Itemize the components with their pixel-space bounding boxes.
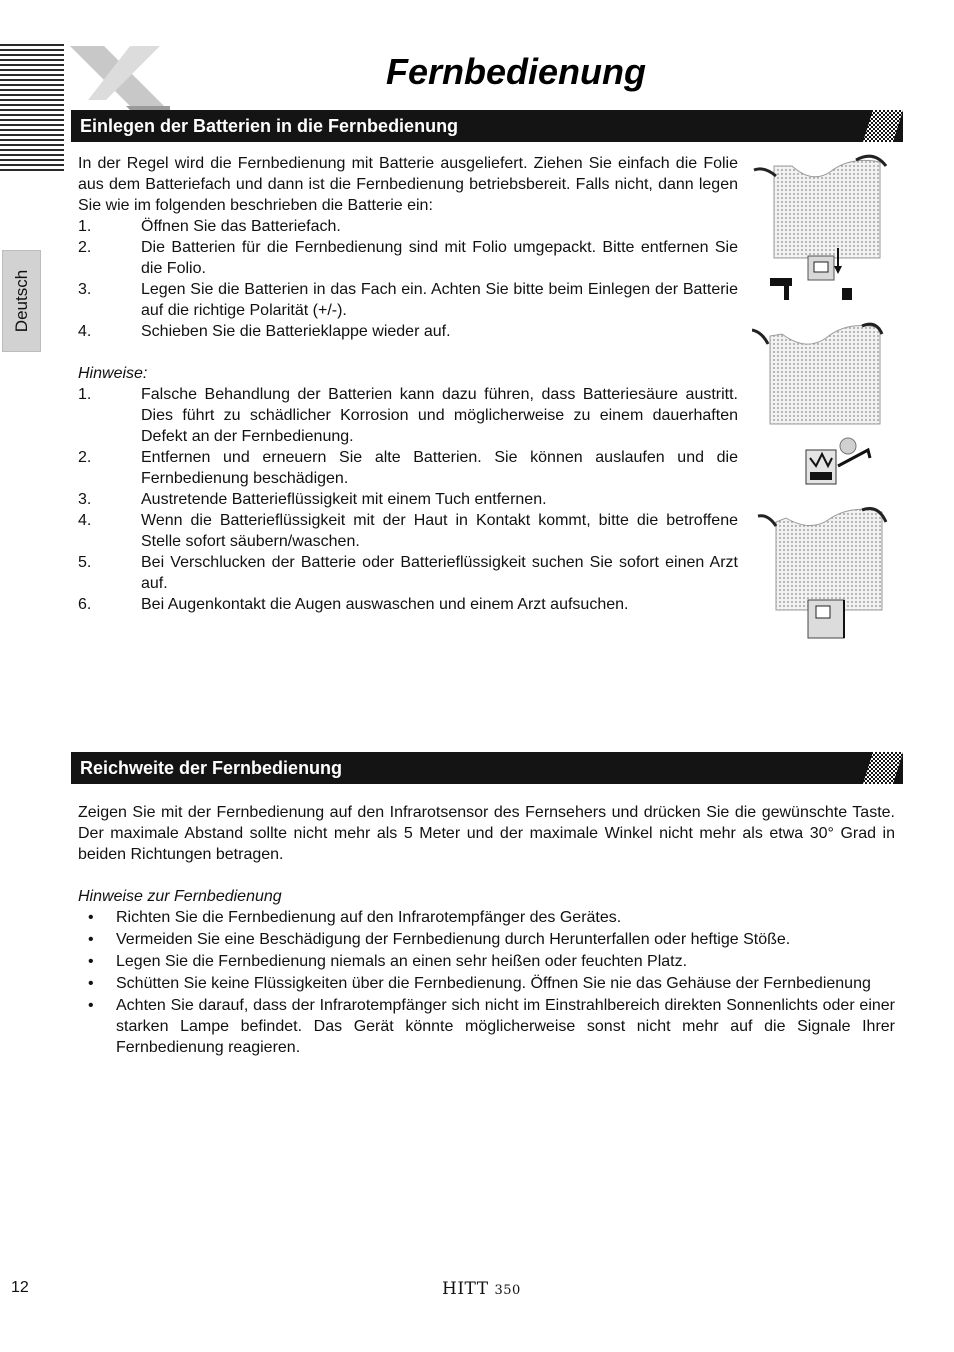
list-item: 3. Austretende Batterieflüssigkeit mit einem Tuch entfernen.	[78, 491, 547, 508]
decorative-stripes	[0, 44, 64, 172]
language-tab	[2, 250, 41, 352]
remote-insert-battery-illustration	[752, 318, 892, 490]
brand-logo-x	[66, 40, 170, 112]
section-header-range	[71, 752, 903, 784]
hints-title: Hinweise zur Fernbedienung	[78, 888, 282, 905]
list-item: 2. Entfernen und erneuern Sie alte Batterien. Sie können auslaufen und die Fernbedienung beschädigen.	[78, 449, 738, 487]
model-name: HITT	[442, 1279, 489, 1299]
range-instructions	[78, 802, 895, 1059]
list-item: • Schütten Sie keine Flüssigkeiten über die Fernbedienung. Öffnen Sie nie das Gehäuse der Fernbedienung	[88, 975, 871, 992]
list-item: 4. Schieben Sie die Batterieklappe wieder auf.	[78, 323, 451, 340]
model-number: 350	[494, 1283, 521, 1298]
halftone-decoration	[863, 110, 903, 142]
list-item: 5. Bei Verschlucken der Batterie oder Batterieflüssigkeit suchen Sie sofort einen Arzt auf.	[78, 554, 738, 592]
footer-model-name	[442, 1279, 521, 1299]
halftone-decoration	[863, 752, 903, 784]
notes-title: Hinweise:	[78, 365, 148, 382]
list-item: 2. Die Batterien für die Fernbedienung sind mit Folio umgepackt. Bitte entfernen Sie die Folio.	[78, 239, 738, 277]
section-heading: Reichweite der Fernbedienung	[80, 758, 343, 778]
list-item: • Achten Sie darauf, dass der Infrarotempfänger sich nicht im Einstrahlbereich direkten Sonnenlichts oder einer starken Lampe befindet. Das Gerät könnte möglicherweise sonst nicht mehr auf die Signale Ihrer Fernbedienung reagieren.	[88, 997, 895, 1056]
intro-paragraph: In der Regel wird die Fernbedienung mit Batterie ausgeliefert. Ziehen Sie einfach die Folie aus dem Batteriefach und dann ist die Fernbedienung betriebsbereit. Falls nicht, dann legen Sie wie im folgenden beschrieben die Batterie ein:	[78, 155, 738, 214]
list-item: • Vermeiden Sie eine Beschädigung der Fernbedienung durch Herunterfallen oder heftige Stöße.	[88, 931, 791, 948]
remote-open-battery-cover-illustration	[752, 148, 892, 306]
notes-list	[78, 384, 738, 615]
page-number: 12	[11, 1279, 29, 1296]
page-title: Fernbedienung	[386, 51, 646, 92]
bullet-list	[78, 907, 895, 1058]
language-tab-label: Deutsch	[11, 269, 31, 333]
list-item: 3. Legen Sie die Batterien in das Fach ein. Achten Sie bitte beim Einlegen der Batterie auf die richtige Polarität (+/-).	[78, 281, 738, 319]
remote-close-battery-cover-illustration	[754, 500, 894, 642]
list-item: • Richten Sie die Fernbedienung auf den Infrarotempfänger des Gerätes.	[88, 909, 622, 926]
section-heading: Einlegen der Batterien in die Fernbedienung	[80, 116, 459, 136]
list-item: 1. Falsche Behandlung der Batterien kann dazu führen, dass Batteriesäure austritt. Dies führt zu schädlicher Korrosion und möglicherweise zu einem dauerhaften Defekt an der Fernbedienung.	[78, 386, 738, 445]
step-list	[78, 216, 738, 342]
section-header-batteries	[71, 110, 903, 142]
list-item: • Legen Sie die Fernbedienung niemals an einen sehr heißen oder feuchten Platz.	[88, 953, 688, 970]
list-item: 6. Bei Augenkontakt die Augen auswaschen und einem Arzt aufsuchen.	[78, 596, 629, 613]
intro-paragraph: Zeigen Sie mit der Fernbedienung auf den Infrarotsensor des Fernsehers und drücken Sie die gewünschte Taste. Der maximale Abstand sollte nicht mehr als 5 Meter und der maximale Winkel nicht mehr als etwa 30° Grad in beiden Richtungen betragen.	[78, 804, 895, 863]
list-item: 4. Wenn die Batterieflüssigkeit mit der Haut in Kontakt kommt, bitte die betroffene Stelle sofort säubern/waschen.	[78, 512, 738, 550]
battery-instructions	[78, 153, 738, 615]
list-item: 1. Öffnen Sie das Batteriefach.	[78, 218, 341, 235]
